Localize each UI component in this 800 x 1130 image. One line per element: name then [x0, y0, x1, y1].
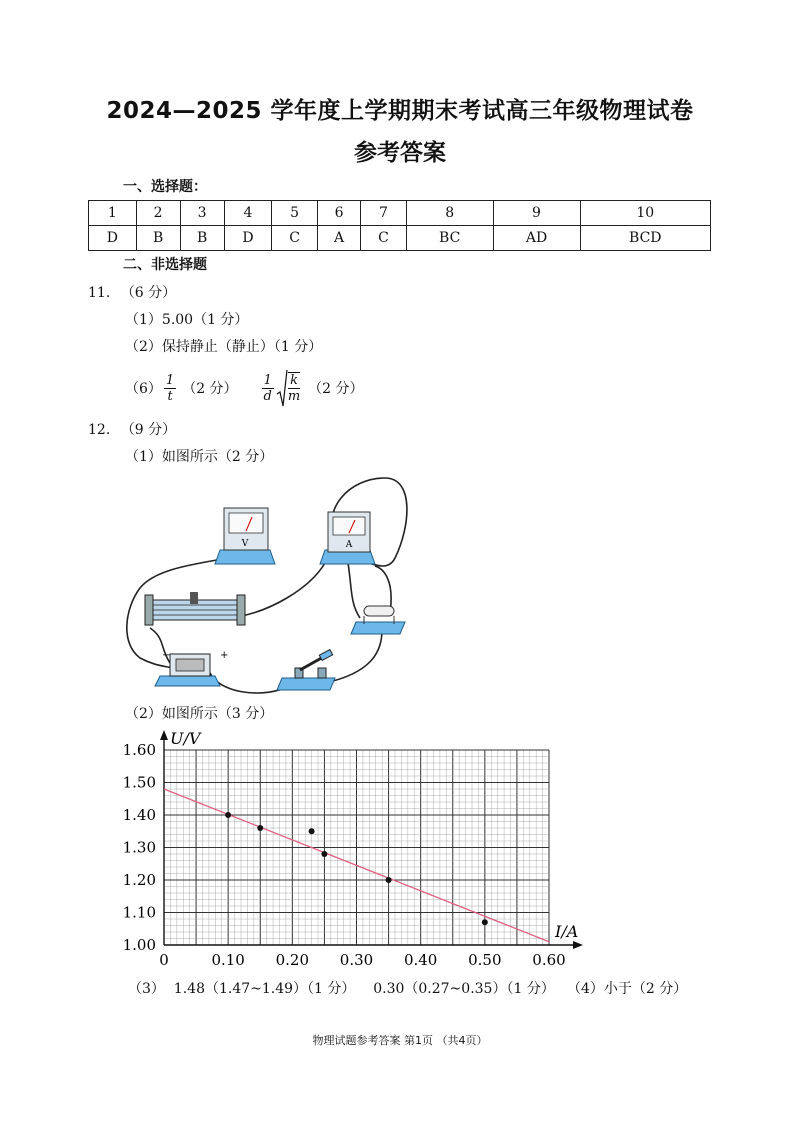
table-cell: A	[317, 226, 360, 251]
fraction-numerator: k	[288, 373, 300, 389]
q11-answer-2: （2）保持静止（静止）（1 分）	[125, 339, 323, 355]
table-cell: C	[361, 226, 407, 251]
wire	[325, 630, 382, 683]
table-cell: 4	[224, 201, 272, 226]
y-axis-arrow-icon	[160, 730, 168, 740]
x-axis-arrow-icon	[573, 941, 583, 949]
page-title: 2024—2025 学年度上学期期末考试高三年级物理试卷	[106, 98, 694, 124]
table-cell: 3	[180, 201, 224, 226]
q12-header	[88, 419, 176, 439]
table-cell: 1	[89, 201, 137, 226]
x-tick-label: 0	[159, 951, 169, 969]
table-cell: B	[136, 226, 180, 251]
data-point	[309, 828, 315, 834]
table-cell: C	[272, 226, 318, 251]
y-tick-label: 1.50	[122, 773, 156, 792]
y-tick-label: 1.10	[122, 903, 156, 922]
fraction-denominator: m	[287, 389, 301, 404]
sqrt-sign-icon	[276, 368, 288, 408]
x-tick-label: 0.30	[339, 951, 374, 969]
y-tick-label: 1.20	[122, 871, 156, 889]
x-tick-label: 0.20	[275, 951, 310, 969]
x-tick-label: 0.60	[532, 951, 566, 969]
q12-label: 12.	[88, 422, 111, 438]
table-cell: D	[89, 226, 137, 251]
answer-table-numbers-row	[89, 201, 711, 226]
answer-table-answers-row	[89, 226, 711, 251]
data-point	[321, 851, 327, 857]
table-cell: BC	[406, 226, 493, 251]
table-cell: AD	[493, 226, 580, 251]
rheostat-icon	[145, 592, 245, 625]
fraction-denominator: d	[263, 388, 272, 404]
section2-heading: 二、非选择题	[123, 257, 207, 273]
u-i-graph	[110, 726, 610, 976]
switch-icon	[277, 650, 335, 690]
voltmeter-label: V	[241, 539, 249, 549]
table-cell: 2	[136, 201, 180, 226]
table-cell: B	[180, 226, 224, 251]
q11-answer-1: （1）5.00（1 分）	[125, 312, 249, 328]
sqrt-expression	[276, 368, 302, 408]
fraction-k-over-m	[288, 372, 300, 404]
q11-answer-3-prefix: （6）	[125, 381, 162, 397]
fraction-numerator: 1	[165, 372, 175, 388]
battery-plus-label: +	[220, 650, 229, 661]
x-tick-label: 0.40	[403, 951, 438, 969]
q12-answer-3: （3） 1.48（1.47~1.49）（1 分） 0.30（0.27~0.35）（1 分）	[128, 981, 555, 997]
voltmeter-icon	[215, 508, 275, 564]
x-axis-label: I/A	[555, 922, 579, 941]
q12-answer-1: （1）如图所示（2 分）	[125, 449, 274, 465]
table-cell: BCD	[580, 226, 710, 251]
table-cell: 8	[406, 201, 493, 226]
page-subtitle: 参考答案	[354, 140, 446, 166]
y-tick-label: 1.00	[122, 936, 156, 954]
table-cell: 10	[580, 201, 710, 226]
q12-points: （9 分）	[120, 422, 177, 438]
fraction-1-over-d	[262, 373, 274, 404]
x-tick-label: 0.50	[468, 951, 502, 969]
q11-answer-3-points-2: （2 分）	[308, 381, 364, 397]
ammeter-label: A	[345, 540, 353, 550]
table-cell: D	[224, 226, 272, 251]
q11-answer-3	[125, 366, 364, 410]
fraction-numerator: 1	[263, 372, 272, 388]
table-cell: 9	[493, 201, 580, 226]
table-cell: 7	[361, 201, 407, 226]
data-point	[257, 825, 263, 831]
y-tick-label: 1.30	[122, 838, 156, 857]
resistor-icon	[351, 606, 405, 634]
battery-icon	[155, 650, 228, 686]
wire	[348, 563, 360, 618]
ammeter-icon	[320, 512, 375, 564]
q12-answer-4: （4）小于（2 分）	[567, 981, 688, 997]
section1-heading: 一、选择题：	[123, 179, 207, 195]
data-point	[386, 877, 392, 883]
answer-table	[88, 200, 711, 251]
fraction-denominator: t	[167, 388, 173, 404]
circuit-diagram	[120, 468, 420, 700]
table-cell: 5	[272, 201, 318, 226]
data-point	[225, 812, 231, 818]
page-footer: 物理试题参考答案 第1页 （共4页）	[312, 1034, 488, 1047]
y-tick-label: 1.40	[122, 806, 156, 824]
wire	[210, 673, 285, 693]
x-tick-label: 0.10	[211, 951, 245, 969]
q11-points: （6 分）	[120, 285, 177, 301]
data-point	[482, 919, 488, 925]
q11-label: 11.	[88, 285, 111, 301]
q11-answer-3-points-1: （2 分）	[182, 381, 238, 397]
table-cell: 6	[317, 201, 360, 226]
q11-header	[88, 282, 176, 302]
q12-answer-2: （2）如图所示（3 分）	[125, 706, 274, 722]
y-tick-label: 1.60	[122, 741, 156, 759]
y-axis-label: U/V	[170, 729, 201, 748]
battery-minus-label: −	[162, 650, 171, 661]
fraction-1-over-t	[164, 373, 176, 404]
